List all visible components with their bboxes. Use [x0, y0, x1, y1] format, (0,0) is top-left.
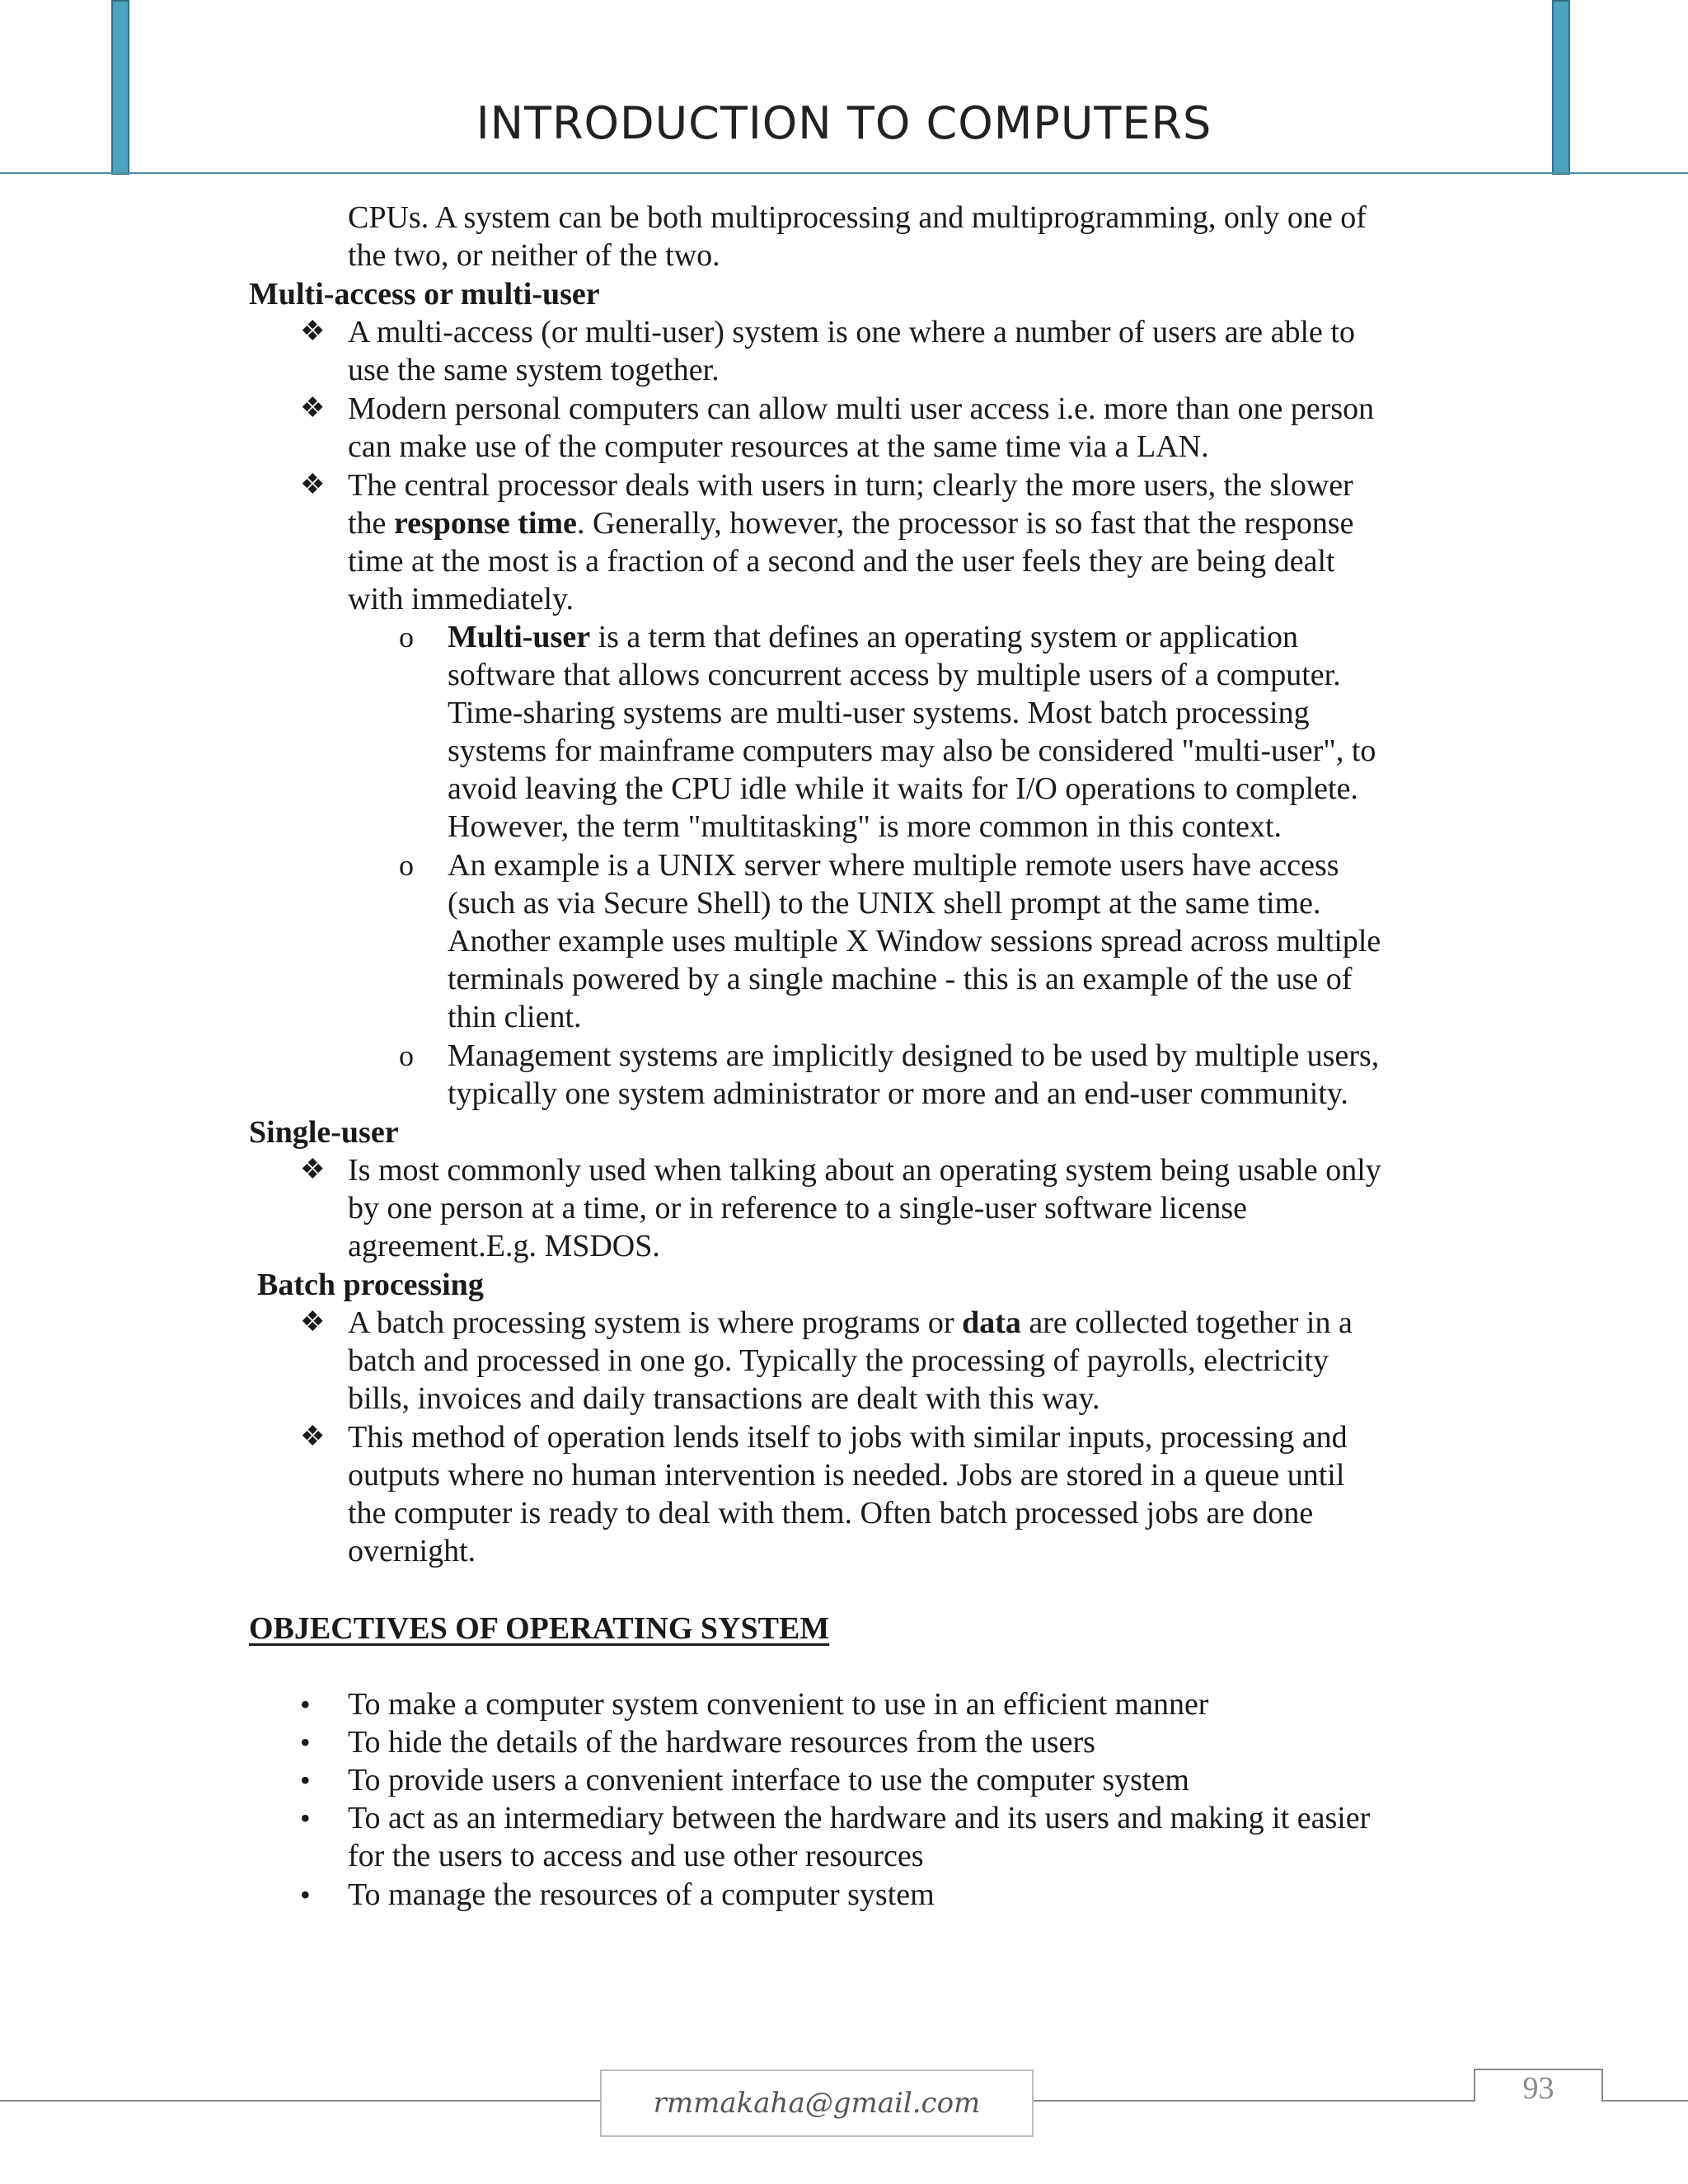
bullet-line: time at the most is a fraction of a second and the user feels they are being dealt: [348, 544, 1335, 579]
sub-bullet-line: avoid leaving the CPU idle while it waits for I/O operations to complete.: [448, 771, 1358, 806]
page-header-title: INTRODUCTION TO COMPUTERS: [476, 97, 1212, 149]
body-line: the two, or neither of the two.: [348, 238, 720, 273]
objective-item: To make a computer system convenient to use in an efficient manner: [348, 1687, 1209, 1722]
bullet-line: can make use of the computer resources at the same time via a LAN.: [348, 429, 1209, 464]
body-line: CPUs. A system can be both multiprocessing and multiprogramming, only one of: [348, 200, 1367, 235]
sub-bullet-line: typically one system administrator or more and an end-user community.: [448, 1076, 1348, 1111]
sub-bullet-line: systems for mainframe computers may also be considered "multi-user", to: [448, 733, 1376, 768]
term-multi-user: Multi-user: [448, 620, 591, 654]
dot-bullet-icon: •: [300, 1764, 311, 1797]
sub-bullet-line: However, the term "multitasking" is more common in this context.: [448, 809, 1282, 844]
section-heading-multi-access: Multi-access or multi-user: [249, 277, 600, 312]
diamond-bullet-icon: ❖: [300, 1422, 326, 1452]
objective-item: To provide users a convenient interface to use the computer system: [348, 1763, 1189, 1797]
bullet-line: use the same system together.: [348, 353, 720, 387]
dot-bullet-icon: •: [300, 1726, 311, 1759]
header-divider: [0, 172, 1688, 174]
page-number: 93: [1522, 2071, 1554, 2106]
sub-bullet-line: thin client.: [448, 1000, 582, 1034]
footer-rule-right: [1034, 2100, 1474, 2102]
diamond-bullet-icon: ❖: [300, 470, 326, 500]
bullet-line: the response time. Generally, however, the processor is so fast that the response: [348, 506, 1354, 541]
section-heading-single-user: Single-user: [249, 1115, 399, 1150]
sub-bullet-line: (such as via Secure Shell) to the UNIX shell prompt at the same time.: [448, 886, 1321, 921]
dot-bullet-icon: •: [300, 1688, 311, 1721]
sub-bullet-line: Management systems are implicitly designed to be used by multiple users,: [448, 1038, 1380, 1073]
bullet-line: The central processor deals with users in turn; clearly the more users, the slower: [348, 468, 1353, 503]
bullet-line: This method of operation lends itself to jobs with similar inputs, processing and: [348, 1420, 1348, 1455]
sub-bullet-line: An example is a UNIX server where multiple remote users have access: [448, 848, 1339, 883]
circle-bullet-icon: o: [399, 849, 414, 882]
bullet-line: by one person at a time, or in reference to a single-user software license: [348, 1191, 1247, 1226]
sub-bullet-line: Time-sharing systems are multi-user systems. Most batch processing: [448, 696, 1310, 730]
term-response-time: response time: [393, 506, 577, 541]
bullet-line: agreement.E.g. MSDOS.: [348, 1229, 660, 1263]
bullet-line: bills, invoices and daily transactions are dealt with this way.: [348, 1381, 1100, 1416]
objective-item: To hide the details of the hardware resources from the users: [348, 1725, 1095, 1760]
term-data: data: [962, 1305, 1021, 1340]
objective-item: To manage the resources of a computer system: [348, 1877, 935, 1912]
section-heading-batch-processing: Batch processing: [257, 1268, 484, 1302]
footer-rule-far-right: [1603, 2100, 1688, 2102]
sub-bullet-line: terminals powered by a single machine - this is an example of the use of: [448, 962, 1353, 996]
bullet-line: outputs where no human intervention is needed. Jobs are stored in a queue until: [348, 1458, 1345, 1493]
sub-bullet-line: Another example uses multiple X Window sessions spread across multiple: [448, 924, 1381, 958]
dot-bullet-icon: •: [300, 1878, 311, 1911]
bullet-line: the computer is ready to deal with them. Often batch processed jobs are done: [348, 1496, 1314, 1530]
footer-email: rmmakaha@gmail.com: [600, 2069, 1034, 2137]
diamond-bullet-icon: ❖: [300, 316, 326, 347]
diamond-bullet-icon: ❖: [300, 1307, 326, 1338]
sub-bullet-line: software that allows concurrent access by multiple users of a computer.: [448, 658, 1341, 692]
bullet-line: Modern personal computers can allow multi user access i.e. more than one person: [348, 391, 1375, 426]
bullet-line: with immediately.: [348, 582, 574, 616]
bullet-line: overnight.: [348, 1534, 476, 1568]
sub-bullet-line: Multi-user is a term that defines an operating system or application: [448, 620, 1299, 654]
bullet-line: A batch processing system is where programs or data are collected together in a: [348, 1305, 1353, 1340]
dot-bullet-icon: •: [300, 1802, 311, 1835]
bullet-line: Is most commonly used when talking about an operating system being usable only: [348, 1153, 1381, 1188]
circle-bullet-icon: o: [399, 621, 414, 654]
diamond-bullet-icon: ❖: [300, 393, 326, 424]
objective-item: To act as an intermediary between the hardware and its users and making it easier: [348, 1801, 1371, 1835]
circle-bullet-icon: o: [399, 1039, 414, 1072]
section-heading-objectives: OBJECTIVES OF OPERATING SYSTEM: [249, 1611, 830, 1646]
footer-rule-left: [0, 2100, 600, 2102]
diamond-bullet-icon: ❖: [300, 1155, 326, 1185]
bullet-line: batch and processed in one go. Typically the processing of payrolls, electricity: [348, 1343, 1329, 1378]
objective-item: for the users to access and use other resources: [348, 1839, 924, 1873]
bullet-line: A multi-access (or multi-user) system is one where a number of users are able to: [348, 315, 1355, 349]
